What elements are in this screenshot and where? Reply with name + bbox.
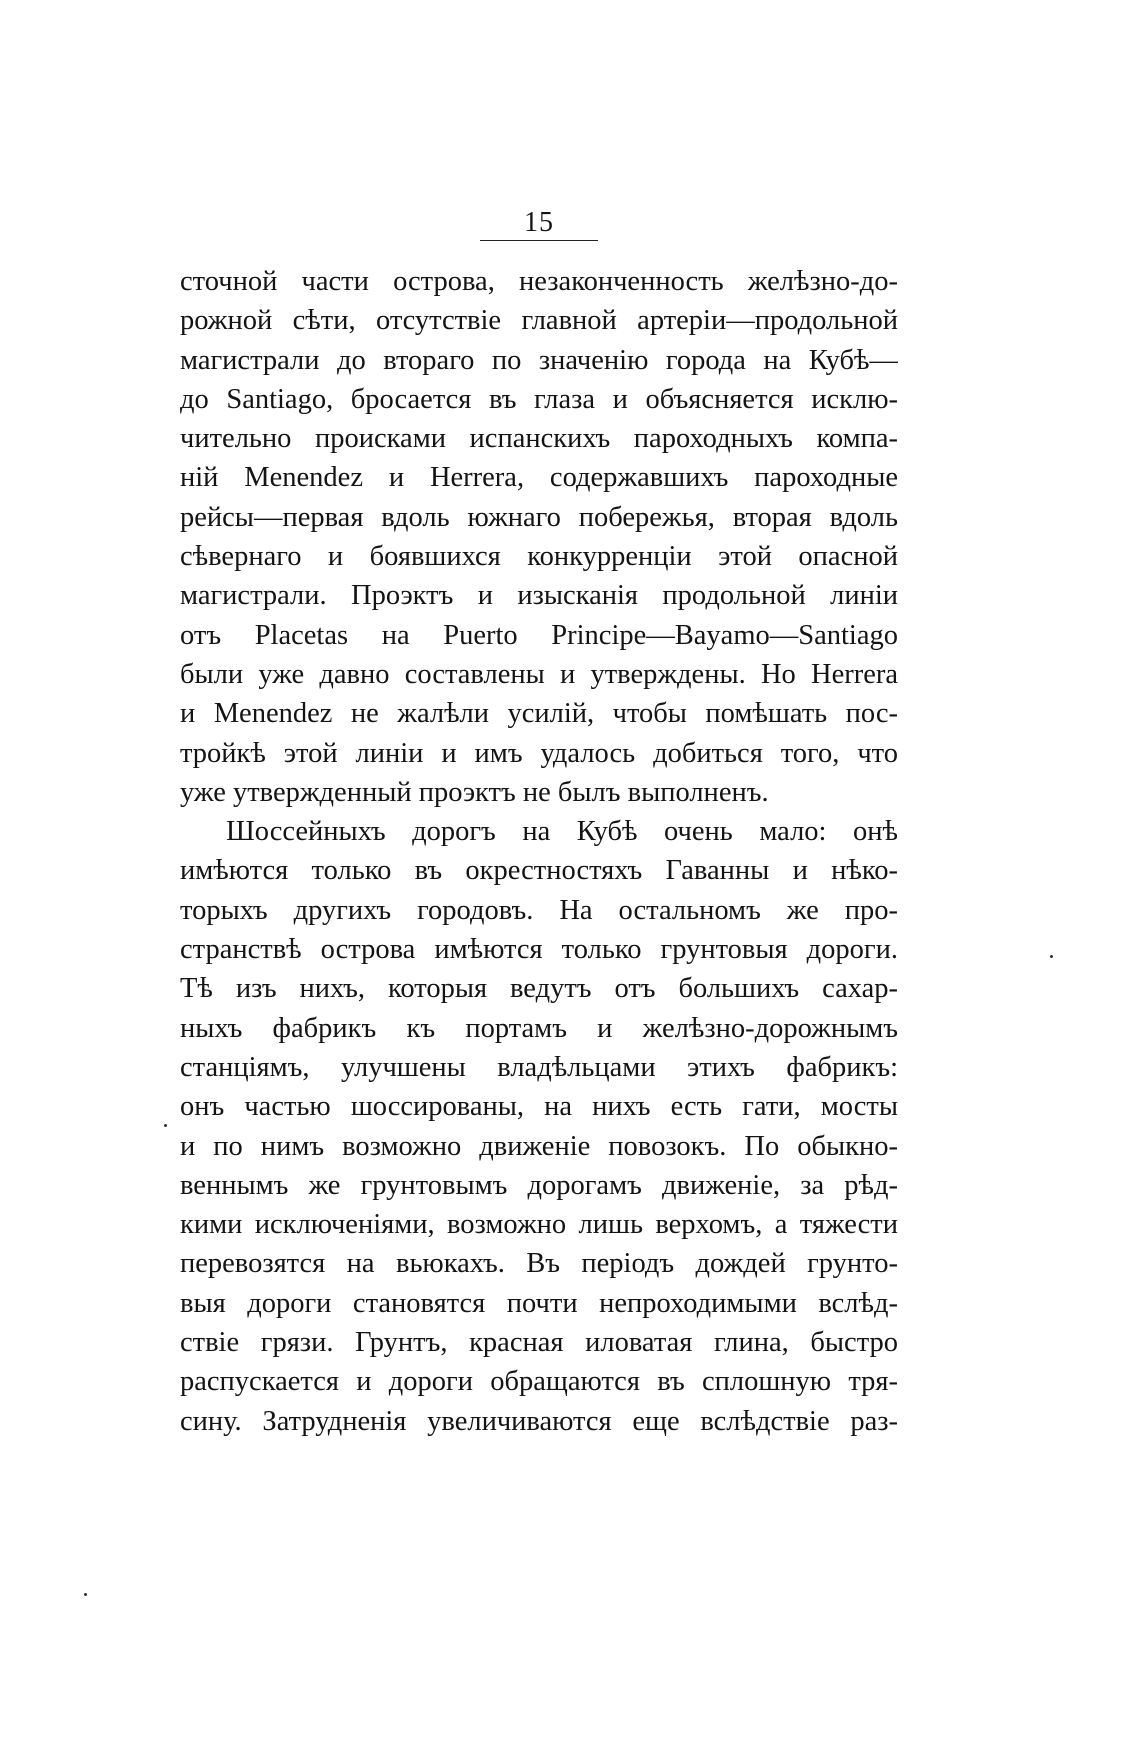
text-line: до Santiago, бросается въ глаза и объясняется исклю- [180,383,898,415]
body-text [180,262,898,1441]
text-line: сѣвернаго и боявшихся конкурренціи этой опасной [180,541,898,573]
text-line: отъ Placetas на Puerto Principe—Bayamo—Santiago [180,619,898,651]
page-number: 15 [524,207,554,238]
text-line: веннымъ же грунтовымъ дорогамъ движеніе, за рѣд- [180,1169,898,1201]
text-line: уже утвержденный проэктъ не былъ выполненъ. [180,776,769,808]
text-line: ныхъ фабрикъ къ портамъ и желѣзно-дорожнымъ [180,1012,898,1044]
text-line: рейсы—первая вдоль южнаго побережья, вторая вдоль [180,501,898,533]
text-line: странствѣ острова имѣются только грунтовыя дороги. [180,934,898,966]
text-line: онъ частью шоссированы, на нихъ есть гати, мосты [180,1091,898,1123]
text-line: сину. Затрудненія увеличиваются еще вслѣдствіе раз- [180,1405,898,1437]
text-line: станціямъ, улучшены владѣльцами этихъ фабрикъ: [180,1051,898,1083]
text-line: рожной сѣти, отсутствіе главной артеріи—продольной [180,305,898,337]
text-line: кими исключеніями, возможно лишь верхомъ, а тяжести [180,1209,898,1241]
text-line: выя дороги становятся почти непроходимыми вслѣд- [180,1287,898,1319]
page-number-rule [480,240,598,241]
text-line: и Menendez не жалѣли усилій, чтобы помѣшать пос- [180,698,898,730]
text-line: и по нимъ возможно движеніе повозокъ. По обыкно- [180,1130,898,1162]
text-line: торыхъ другихъ городовъ. На остальномъ же про- [180,894,898,926]
text-line: ствіе грязи. Грунтъ, красная иловатая глина, быстро [180,1327,898,1359]
text-line: Тѣ изъ нихъ, которыя ведутъ отъ большихъ сахар- [180,973,898,1005]
paragraph-2 [180,812,898,1441]
text-line: магистрали до втораго по значенію города на Кубѣ— [180,344,898,376]
text-line: перевозятся на вьюкахъ. Въ періодъ дождей грунто- [180,1248,898,1280]
text-line: магистрали. Проэктъ и изысканія продольной линіи [180,580,898,612]
text-line: имѣются только въ окрестностяхъ Гаванны и нѣко- [180,855,898,887]
paragraph-1 [180,262,898,812]
text-line: ній Menendez и Herrera, содержавшихъ пароходные [180,462,898,494]
text-line: тройкѣ этой линіи и имъ удалось добиться того, что [180,737,898,769]
text-line: Шоссейныхъ дорогъ на Кубѣ очень мало: онѣ [226,816,898,848]
text-line: распускается и дороги обращаются въ сплошную тря- [180,1366,898,1398]
scan-speck [1050,955,1053,958]
text-line: чительно происками испанскихъ пароходныхъ компа- [180,423,898,455]
scan-speck [84,1593,87,1596]
text-line: были уже давно составлены и утверждены. Но Herrera [180,658,898,690]
text-line: сточной части острова, незаконченность желѣзно-до- [180,266,898,297]
scan-speck [164,1124,167,1127]
